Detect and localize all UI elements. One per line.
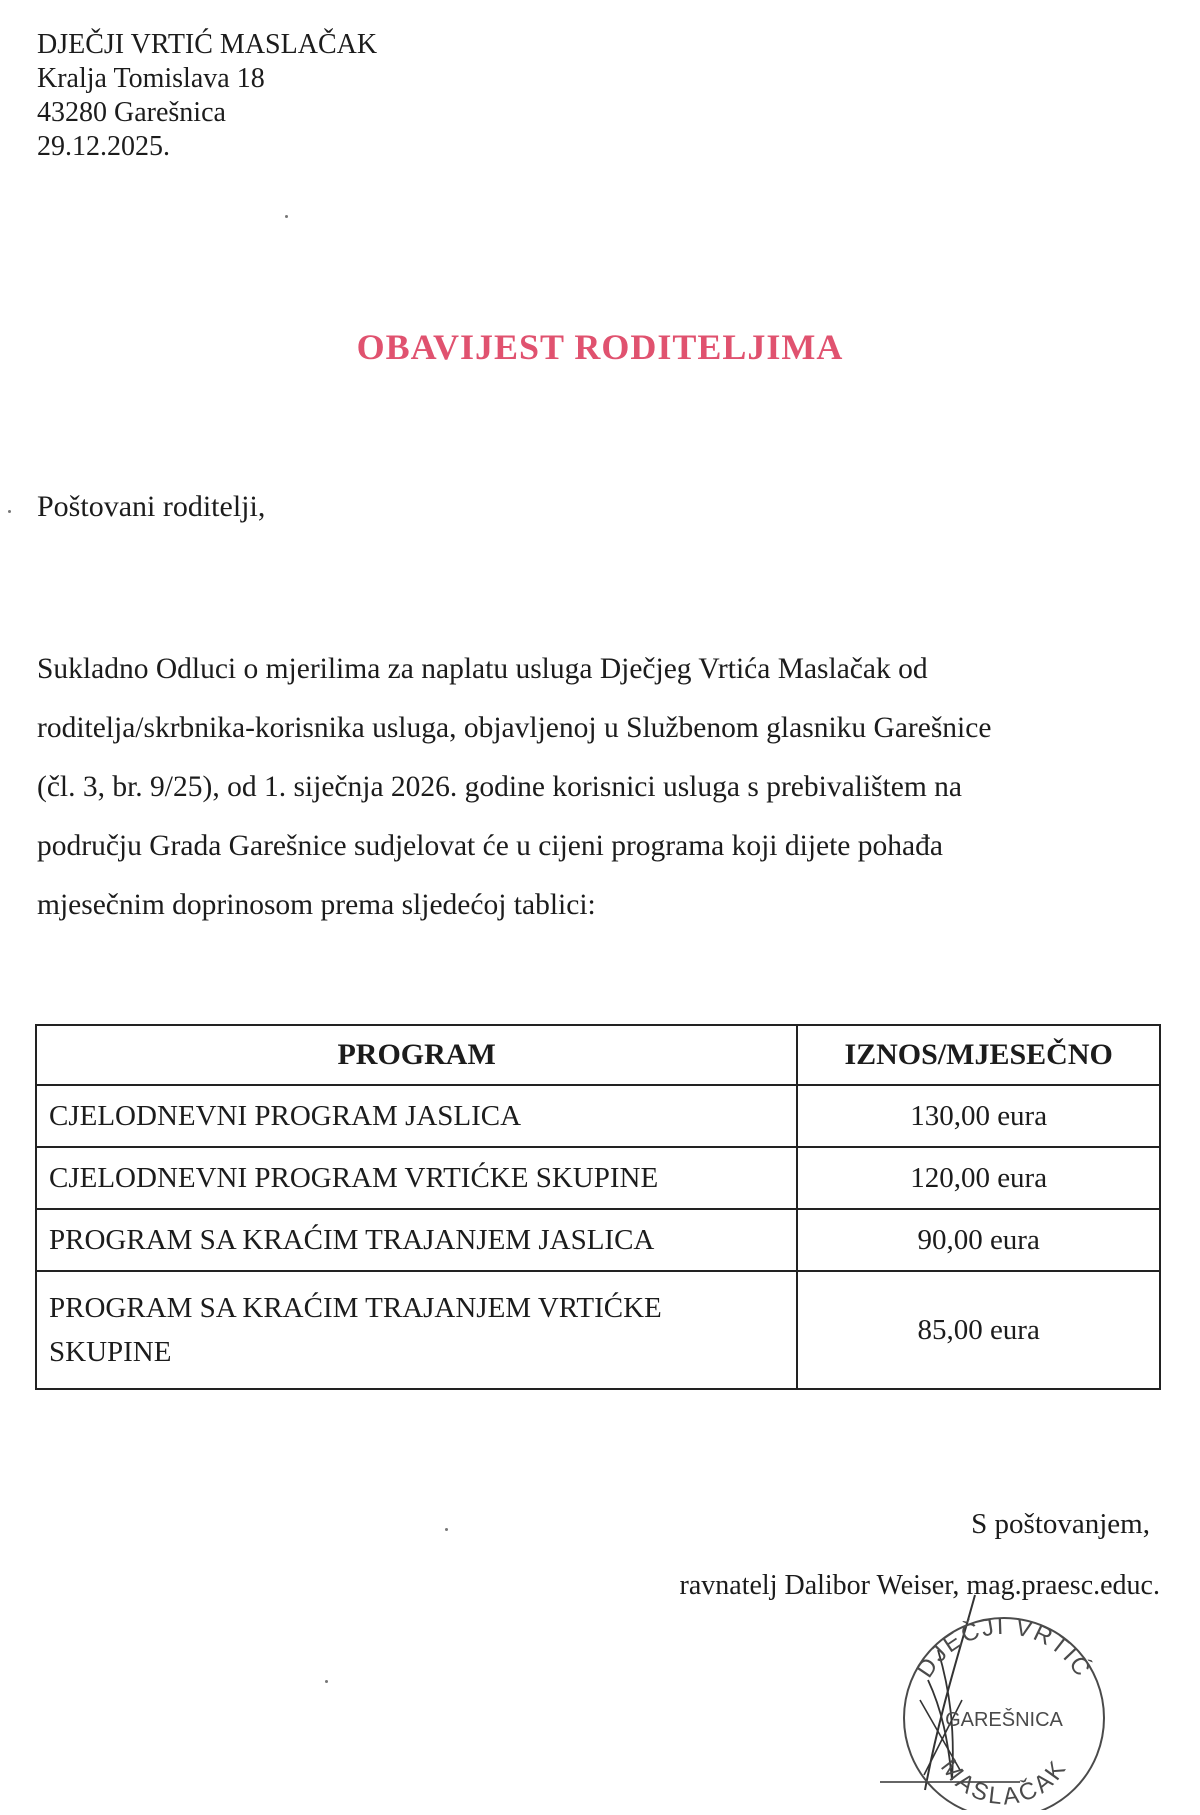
stamp-middle-text: GAREŠNICA	[945, 1709, 1063, 1731]
scan-speck	[8, 510, 11, 513]
amount-cell: 120,00 eura	[797, 1147, 1160, 1209]
scan-speck	[325, 1680, 328, 1683]
street-address: Kralja Tomislava 18	[37, 63, 265, 94]
amount-cell: 85,00 eura	[797, 1271, 1160, 1389]
paragraph-line: mjesečnim doprinosom prema sljedećoj tablici:	[37, 889, 596, 921]
scan-speck	[285, 215, 288, 218]
table-row	[36, 1147, 1160, 1209]
table-row	[36, 1209, 1160, 1271]
stamp-bottom-text: MASLAČAK	[935, 1753, 1073, 1810]
program-cell: PROGRAM SA KRAĆIM TRAJANJEM JASLICA	[36, 1209, 797, 1271]
notice-title: OBAVIJEST RODITELJIMA	[356, 327, 844, 367]
fees-table	[35, 1024, 1161, 1390]
letterhead	[37, 28, 377, 164]
scan-speck	[445, 1528, 448, 1531]
program-cell: PROGRAM SA KRAĆIM TRAJANJEM VRTIĆKE SKUPINE	[36, 1271, 797, 1389]
institution-name: DJEČJI VRTIĆ MASLAČAK	[37, 29, 378, 60]
amount-cell: 90,00 eura	[797, 1209, 1160, 1271]
closing-phrase: S poštovanjem,	[971, 1508, 1150, 1540]
signer-name: ravnatelj Dalibor Weiser, mag.praesc.educ.	[679, 1570, 1160, 1601]
stamp-top-text: DJEČJI VRTIĆ	[911, 1612, 1097, 1683]
amount-cell: 130,00 eura	[797, 1085, 1160, 1147]
paragraph-line: (čl. 3, br. 9/25), od 1. siječnja 2026. godine korisnici usluga s prebivalištem na	[37, 771, 962, 803]
letter-date: 29.12.2025.	[37, 131, 170, 162]
paragraph-line: području Grada Garešnice sudjelovat će u cijeni programa koji dijete pohađa	[37, 830, 943, 862]
stamp-seal	[880, 1600, 1160, 1810]
body-paragraph	[37, 640, 1167, 935]
program-cell: CJELODNEVNI PROGRAM JASLICA	[36, 1085, 797, 1147]
table-header-row	[36, 1025, 1160, 1085]
program-cell: CJELODNEVNI PROGRAM VRTIĆKE SKUPINE	[36, 1147, 797, 1209]
paragraph-line: Sukladno Odluci o mjerilima za naplatu usluga Dječjeg Vrtića Maslačak od	[37, 653, 928, 685]
city-address: 43280 Garešnica	[37, 97, 226, 128]
greeting: Poštovani roditelji,	[37, 490, 266, 523]
header-program: PROGRAM	[36, 1025, 797, 1085]
table-row	[36, 1271, 1160, 1389]
table-row	[36, 1085, 1160, 1147]
paragraph-line: roditelja/skrbnika-korisnika usluga, objavljenoj u Službenom glasniku Garešnice	[37, 712, 992, 744]
header-amount: IZNOS/MJESEČNO	[797, 1025, 1160, 1085]
